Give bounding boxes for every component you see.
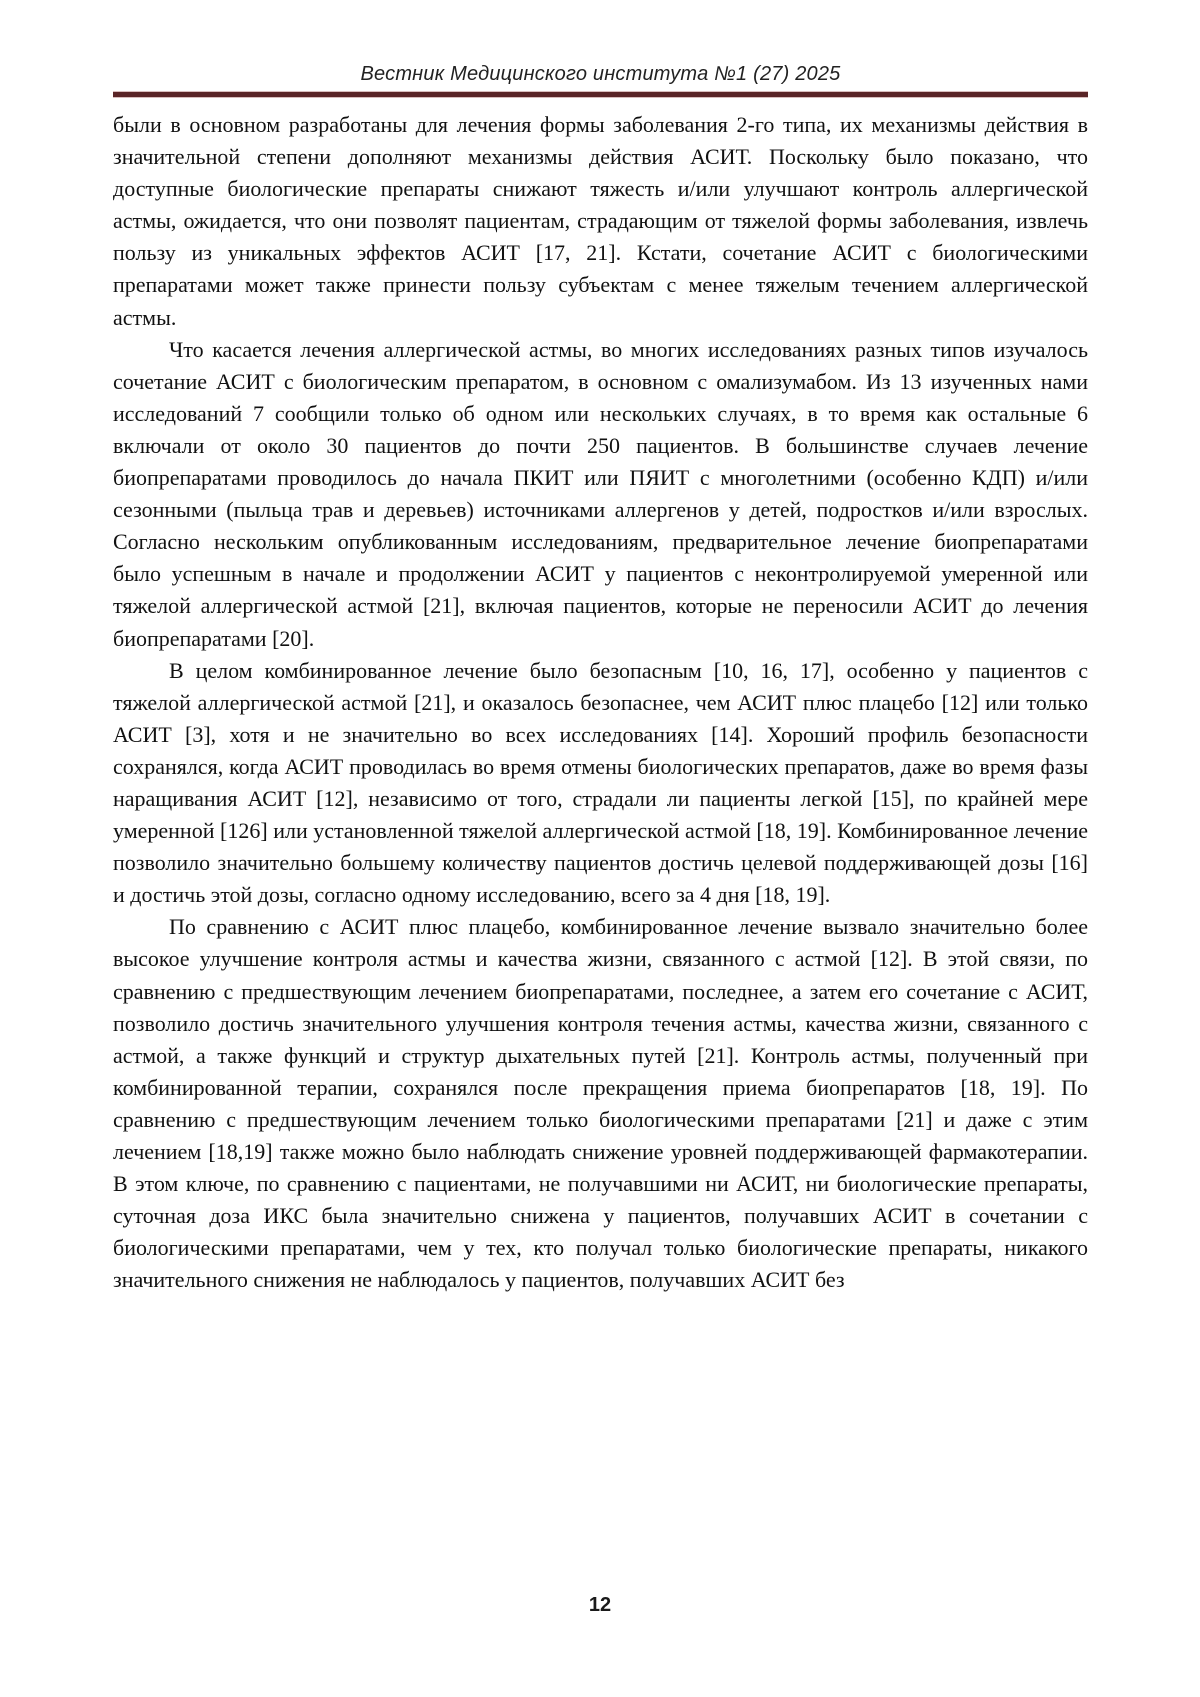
paragraph-asthma-control-improvement: По сравнению с АСИТ плюс плацебо, комбинированное лечение вызвало значительно более высокое улучшение контроля астмы и качества жизни, связанного с астмой [12]. В этой связи, по сравнению с предшествующим лечением биопрепаратами, последнее, а затем его сочетание с АСИТ, позволило достичь значительного улучшения контроля течения астмы, качества жизни, связанного с астмой, а также функций и структур дыхательных путей [21]. Контроль астмы, полученный при комбинированной терапии, сохранялся после прекращения приема биопрепаратов [18, 19]. По сравнению с предшествующим лечением только биологическими препаратами [21] и даже с этим лечением [18,19] также можно было наблюдать снижение уровней поддерживающей фармакотерапии. В этом ключе, по сравнению с пациентами, не получавшими ни АСИТ, ни биологические препараты, суточная доза ИКС была значительно снижена у пациентов, получавших АСИТ в сочетании с биологическими препаратами, чем у тех, кто получал только биологические препараты, никакого значительного снижения не наблюдалось у пациентов, получавших АСИТ без [113, 914, 1088, 1293]
paragraph-continuation: были в основном разработаны для лечения формы заболевания 2-го типа, их механизмы действия в значительной степени дополняют механизмы действия АСИТ. Поскольку было показано, что доступные биологические препараты снижают тяжесть и/или улучшают контроль аллергической астмы, ожидается, что они позволят пациентам, страдающим от тяжелой формы заболевания, извлечь пользу из уникальных эффектов АСИТ [17, 21]. Кстати, сочетание АСИТ с биологическими препаратами может также принести пользу субъектам с менее тяжелым течением аллергической астмы. [113, 112, 1088, 330]
page-number: 12 [588, 1594, 612, 1616]
article-body [113, 109, 1088, 1296]
page-footer [0, 1594, 1200, 1617]
paragraph-combined-treatment-safety: В целом комбинированное лечение было безопасным [10, 16, 17], особенно у пациентов с тяжелой аллергической астмой [21], и оказалось безопаснее, чем АСИТ плюс плацебо [12] или только АСИТ [3], хотя и не значительно во всех исследованиях [14]. Хороший профиль безопасности сохранялся, когда АСИТ проводилась во время отмены биологических препаратов, даже во время фазы наращивания АСИТ [12], независимо от того, страдали ли пациенты легкой [15], по крайней мере умеренной [126] или установленной тяжелой аллергической астмой [18, 19]. Комбинированное лечение позволило значительно большему количеству пациентов достичь целевой поддерживающей дозы [16] и достичь этой дозы, согласно одному исследованию, всего за 4 дня [18, 19]. [113, 657, 1088, 908]
journal-title: Вестник Медицинского института №1 (27) 2025 [360, 63, 841, 85]
header-rule [113, 91, 1088, 98]
page-header [113, 0, 1088, 98]
paragraph-asit-combination-studies: Что касается лечения аллергической астмы, во многих исследованиях разных типов изучалось сочетание АСИТ с биологическим препаратом, в основном с омализумабом. Из 13 изученных нами исследований 7 сообщили только об одном или нескольких случаях, в то время как остальные 6 включали от около 30 пациентов до почти 250 пациентов. В большинстве случаев лечение биопрепаратами проводилось до начала ПКИТ или ПЯИТ с многолетними (особенно КДП) и/или сезонными (пыльца трав и деревьев) источниками аллергенов у детей, подростков и/или взрослых. Согласно нескольким опубликованным исследованиям, предварительное лечение биопрепаратами было успешным в начале и продолжении АСИТ у пациентов с неконтролируемой умеренной или тяжелой аллергической астмой [21], включая пациентов, которые не переносили АСИТ до лечения биопрепаратами [20]. [113, 336, 1088, 651]
